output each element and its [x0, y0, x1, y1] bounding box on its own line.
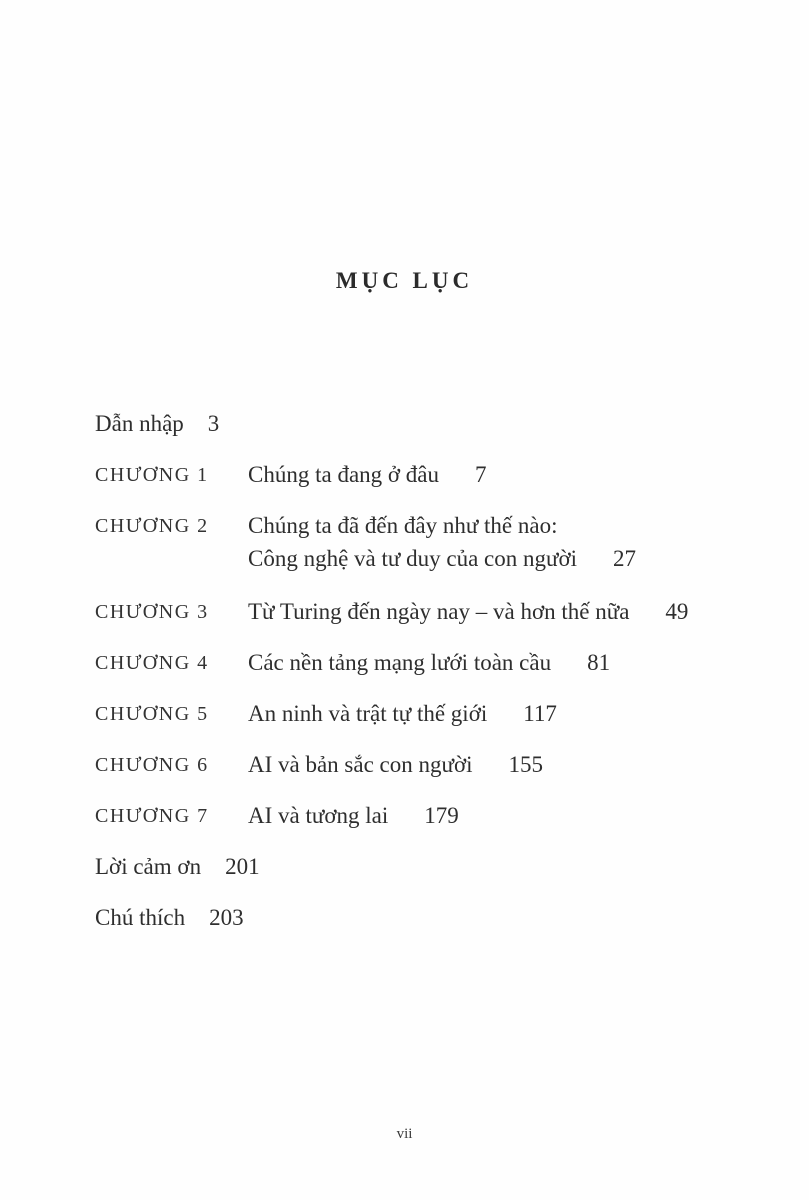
toc-entry-chu-thich — [95, 904, 755, 932]
toc-entry-page-number: 179 — [424, 803, 459, 828]
folio-page-number: vii — [396, 1126, 413, 1142]
chapter-label: CHƯƠNG 4 — [95, 652, 209, 674]
toc-entry-dan-nhap — [95, 410, 755, 438]
chapter-label: CHƯƠNG 1 — [95, 464, 209, 486]
toc-entry-page-number: 155 — [508, 752, 544, 777]
chapter-label: CHƯƠNG 2 — [95, 515, 209, 537]
toc-entry-page-number: 3 — [207, 411, 220, 436]
toc-entry-page-number: 7 — [475, 462, 487, 487]
toc-entry-title: Các nền tảng mạng lưới toàn cầu — [248, 650, 552, 675]
toc-entry-title-line1: Chúng ta đã đến đây như thế nào: — [248, 513, 558, 538]
toc-entry-title-line2-text: Công nghệ và tư duy của con người — [248, 546, 578, 571]
toc-entry-title: Từ Turing đến ngày nay – và hơn thế nữa — [248, 599, 630, 624]
toc-entry-title-block — [248, 509, 636, 575]
toc-entry-page-number: 81 — [587, 650, 611, 675]
table-of-contents — [95, 410, 755, 955]
toc-entry-title: AI và bản sắc con người — [248, 752, 473, 777]
toc-entry-chapter-5 — [95, 700, 755, 728]
toc-entry-title: Dẫn nhập — [95, 411, 184, 436]
chapter-label: CHƯƠNG 6 — [95, 754, 209, 776]
toc-entry-title: AI và tương lai — [248, 803, 389, 828]
toc-entry-title: Chúng ta đang ở đâu — [248, 462, 440, 487]
page-title: MỤC LỤC — [335, 268, 474, 293]
toc-entry-chapter-2 — [95, 512, 755, 575]
chapter-label: CHƯƠNG 3 — [95, 601, 209, 623]
toc-entry-title: Chú thích — [95, 905, 186, 930]
toc-entry-chapter-3 — [95, 598, 755, 626]
toc-entry-chapter-7 — [95, 802, 755, 830]
toc-entry-page-number: 203 — [209, 905, 244, 930]
chapter-label: CHƯƠNG 7 — [95, 805, 209, 827]
toc-entry-loi-cam-on — [95, 853, 755, 881]
chapter-label: CHƯƠNG 5 — [95, 703, 209, 725]
toc-entry-chapter-6 — [95, 751, 755, 779]
toc-entry-title: Lời cảm ơn — [95, 854, 202, 879]
toc-entry-title: An ninh và trật tự thế giới — [248, 701, 488, 726]
toc-entry-page-number: 27 — [613, 546, 637, 571]
toc-entry-page-number: 49 — [665, 599, 689, 624]
toc-entry-title-line2 — [248, 542, 636, 575]
toc-entry-chapter-4 — [95, 649, 755, 677]
toc-entry-page-number: 201 — [225, 854, 260, 879]
toc-entry-chapter-1 — [95, 461, 755, 489]
toc-entry-page-number: 117 — [523, 701, 557, 726]
